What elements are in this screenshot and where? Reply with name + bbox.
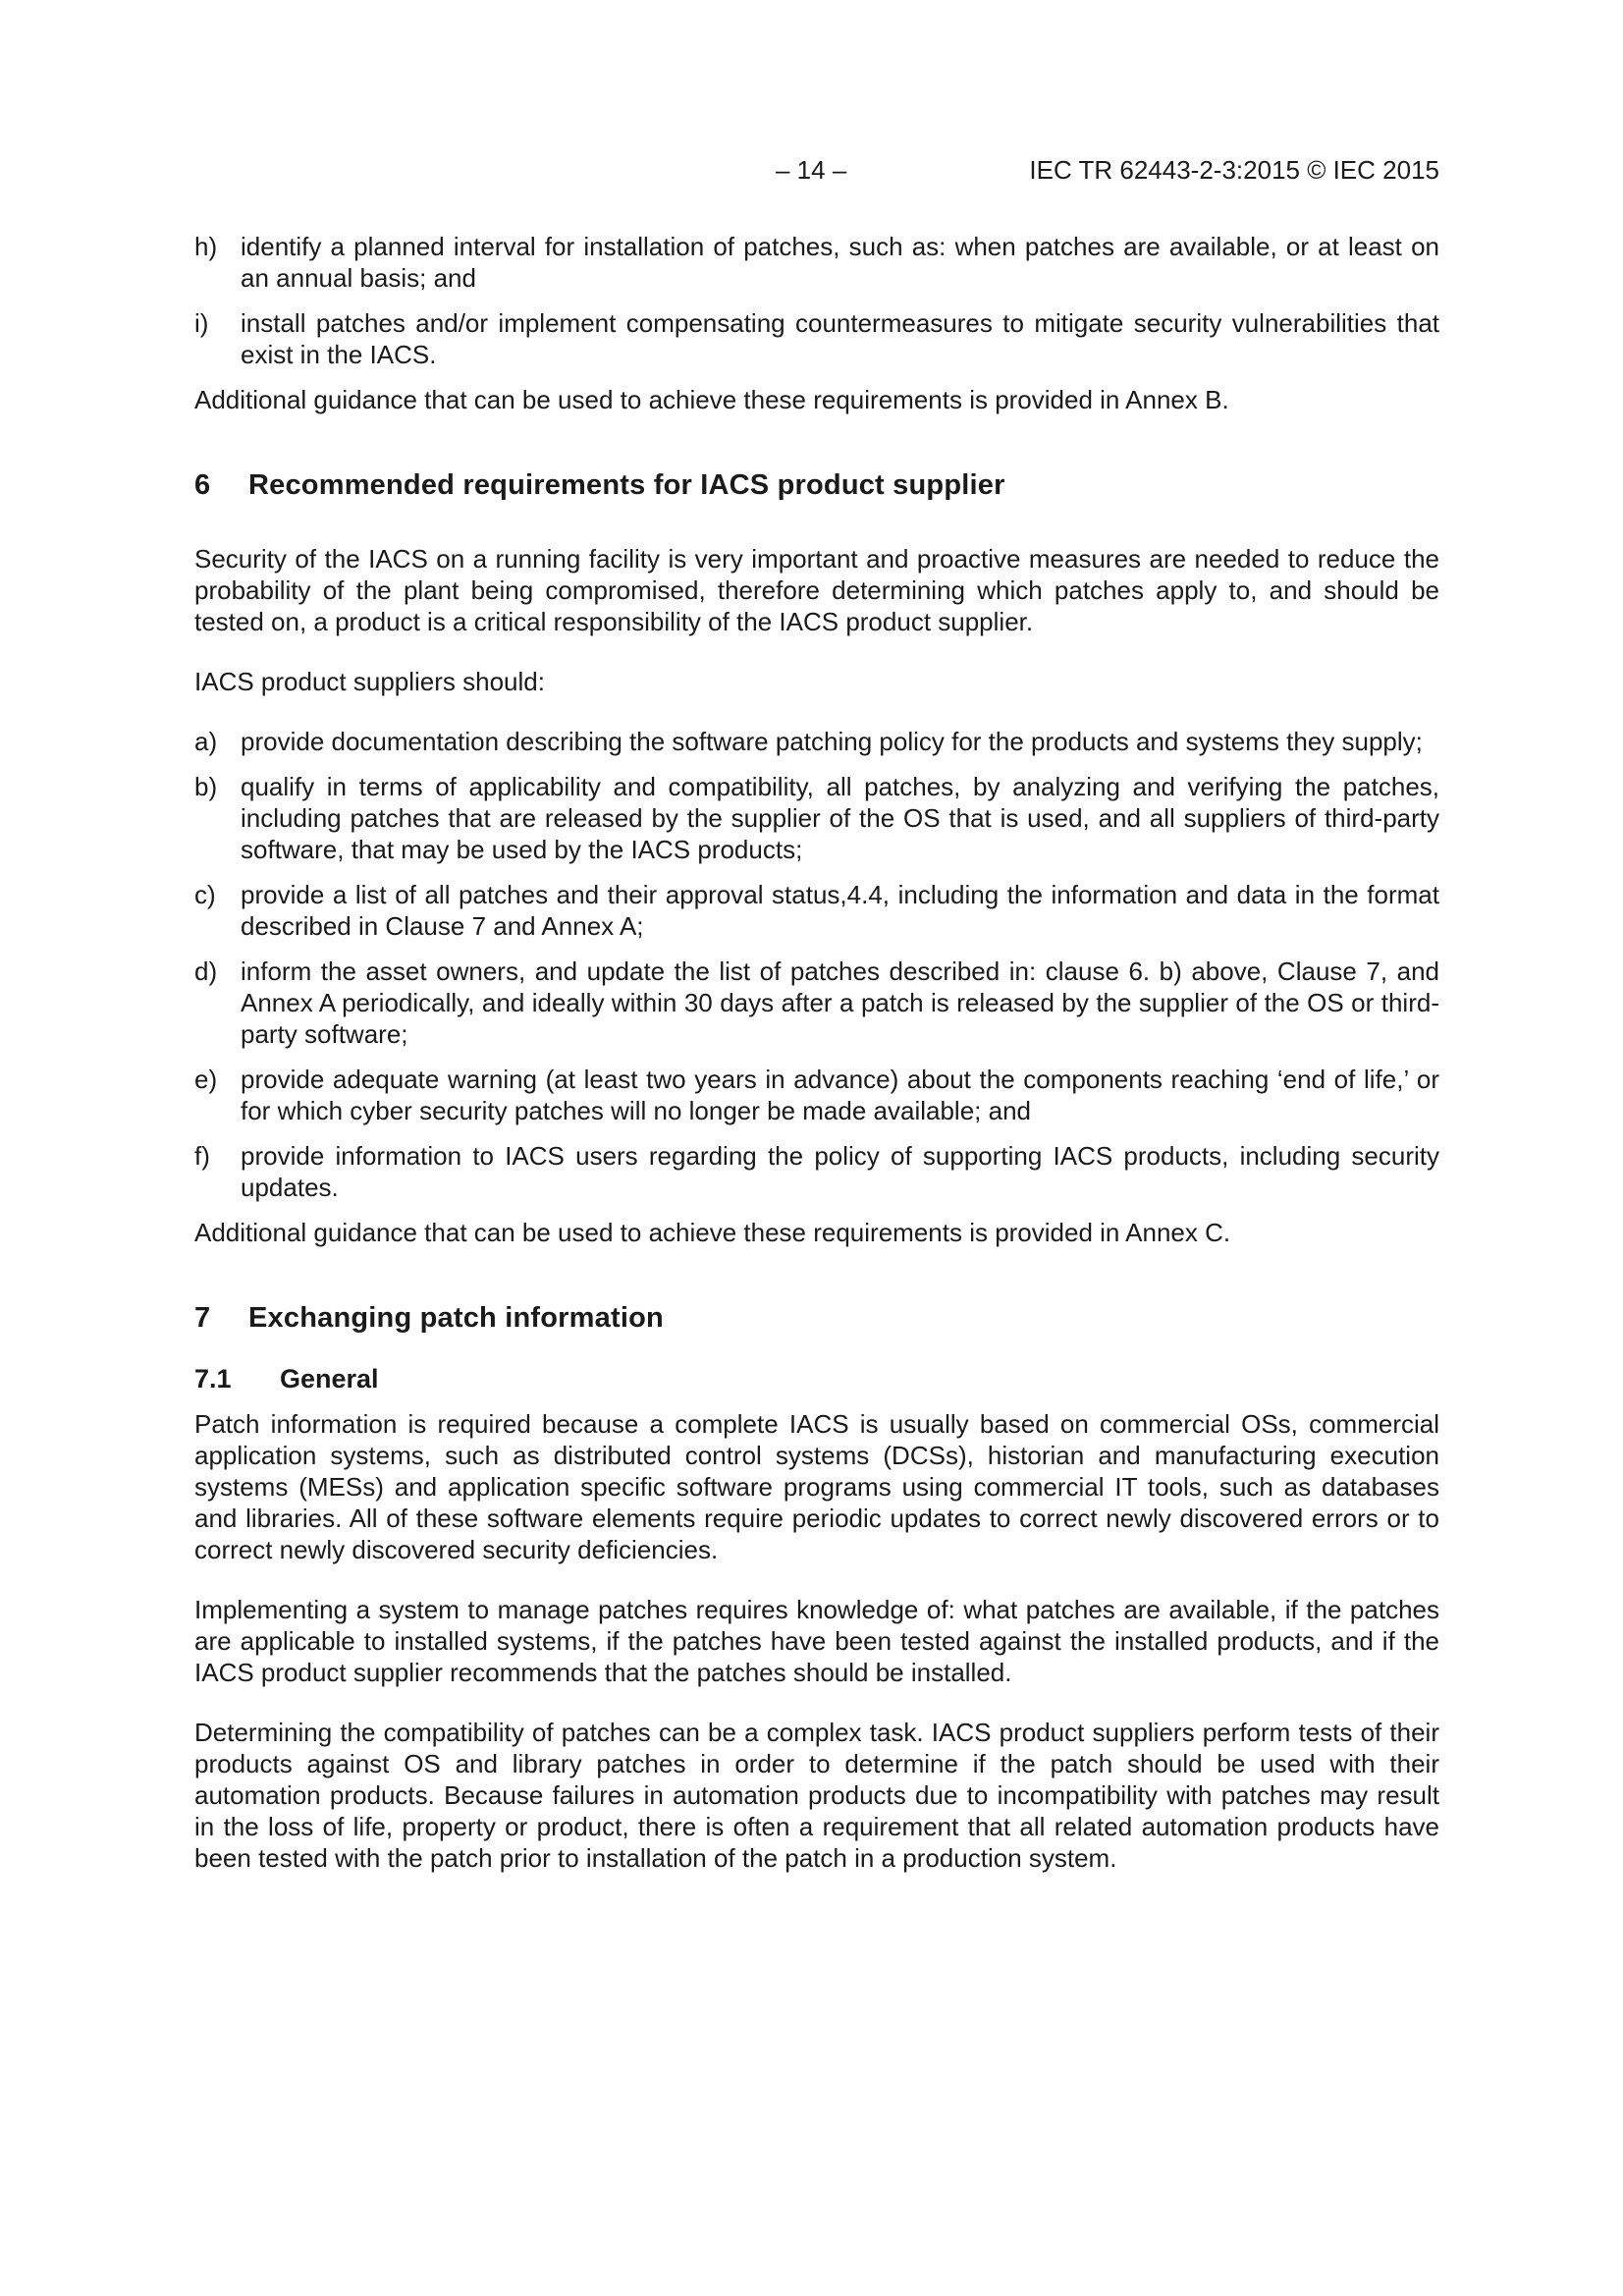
list-text: provide documentation describing the software patching policy for the products and systems they supply; [241,727,1423,756]
list-text: inform the asset owners, and update the list of patches described in: clause 6. b) above, Clause 7, and Annex A periodically, and ideally within 30 days after a patch is released by the supplier of the OS or third-party software; [241,957,1439,1049]
continued-list [194,231,1439,370]
body-paragraph: Patch information is required because a complete IACS is usually based on commercial OSs, commercial application systems, such as distributed control systems (DCSs), historian and manufacturing execution systems (MESs) and application specific software programs using commercial IT tools, such as databases and libraries. All of these software elements require periodic updates to correct newly discovered errors or to correct newly discovered security deficiencies. [194,1409,1439,1564]
page-content [194,231,1439,1874]
list-item [194,726,1439,757]
list-marker: e) [194,1065,218,1094]
list-item [194,1064,1439,1126]
body-paragraph: Implementing a system to manage patches requires knowledge of: what patches are available, if the patches are applicable to installed systems, if the patches have been tested against the installed products, and if the IACS product supplier recommends that the patches should be installed. [194,1595,1439,1687]
document-reference: IEC TR 62443-2-3:2015 © IEC 2015 [1029,155,1439,185]
body-paragraph: Determining the compatibility of patches can be a complex task. IACS product suppliers perform tests of their products against OS and library patches in order to determine if the patch should be used with their automation products. Because failures in automation products due to incompatibility with patches may result in the loss of life, property or product, there is often a requirement that all related automation products have been tested with the patch prior to installation of the patch in a production system. [194,1718,1439,1873]
subsection-title: General [280,1364,379,1394]
section-number: 7 [194,1302,211,1334]
subsection-7-1-heading [194,1363,1439,1394]
section-6-lead: IACS product suppliers should: [194,667,545,696]
list-marker: b) [194,772,218,801]
supplier-requirements-list [194,726,1439,1203]
page-number: – 14 – [776,155,847,185]
list-text: provide a list of all patches and their approval status,4.4, including the information and data in the format described in Clause 7 and Annex A; [241,880,1439,941]
list-item [194,956,1439,1050]
section-title: Exchanging patch information [248,1302,664,1334]
list-marker: a) [194,727,218,756]
list-item [194,307,1439,370]
list-marker: f) [194,1141,210,1171]
document-page [194,0,1439,2296]
list-marker: i) [194,308,209,338]
list-item [194,1140,1439,1203]
section-number: 6 [194,469,211,501]
list-item [194,879,1439,942]
page-header [194,155,1439,187]
section-7-heading [194,1301,1439,1335]
list-marker: d) [194,957,218,986]
guidance-paragraph-annex-c: Additional guidance that can be used to achieve these requirements is provided in Annex C. [194,1218,1231,1247]
subsection-number: 7.1 [194,1364,232,1394]
list-text: qualify in terms of applicability and compatibility, all patches, by analyzing and verifying the patches, including patches that are released by the supplier of the OS that is used, and all suppliers of third-party software, that may be used by the IACS products; [241,772,1439,864]
list-text: provide information to IACS users regarding the policy of supporting IACS products, including security updates. [241,1141,1439,1202]
list-marker: c) [194,880,216,909]
list-marker: h) [194,232,218,261]
section-6-intro: Security of the IACS on a running facility is very important and proactive measures are needed to reduce the probability of the plant being compromised, therefore determining which patches apply to, and should be tested on, a product is a critical responsibility of the IACS product supplier. [194,544,1439,636]
list-text: identify a planned interval for installation of patches, such as: when patches are available, or at least on an annual basis; and [241,232,1439,293]
guidance-paragraph-annex-b: Additional guidance that can be used to achieve these requirements is provided in Annex B. [194,385,1229,414]
list-text: install patches and/or implement compensating countermeasures to mitigate security vulnerabilities that exist in the IACS. [241,308,1439,369]
section-6-heading [194,468,1439,502]
section-title: Recommended requirements for IACS product supplier [248,469,1005,501]
list-text: provide adequate warning (at least two years in advance) about the components reaching ‘end of life,’ or for which cyber security patches will no longer be made available; and [241,1065,1439,1125]
list-item [194,771,1439,865]
list-item [194,231,1439,294]
